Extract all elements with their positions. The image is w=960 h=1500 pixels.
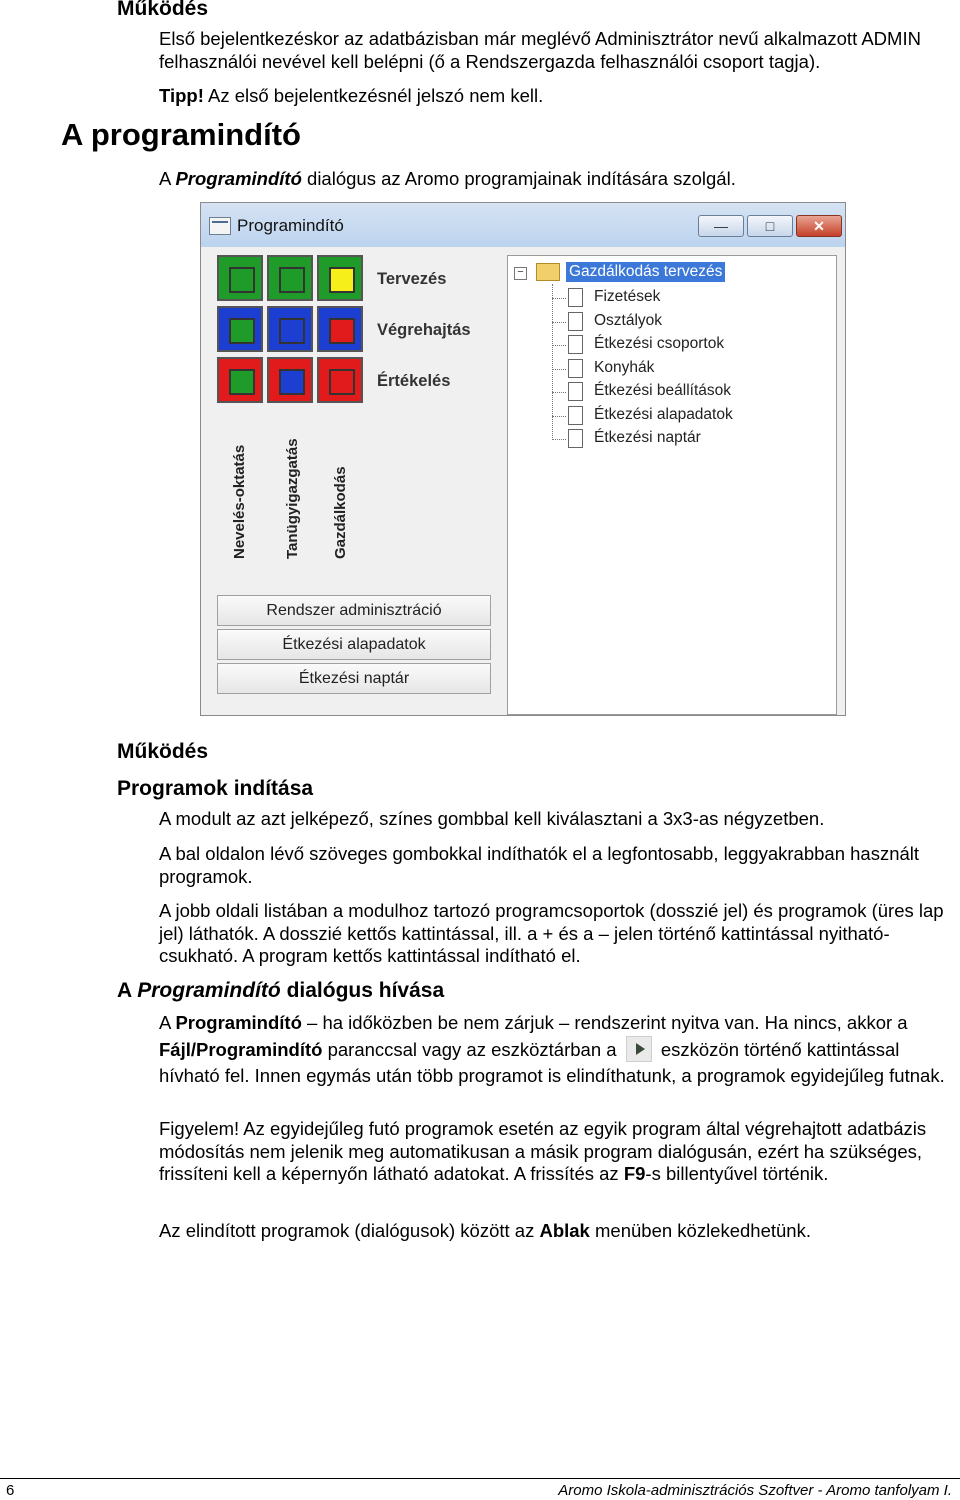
document-icon — [568, 359, 583, 378]
tree-branch-2 — [552, 322, 566, 323]
document-icon — [568, 312, 583, 331]
document-icon — [568, 382, 583, 401]
tip-label: Tipp! — [159, 85, 204, 106]
call-p1-bold-1: Programindító — [175, 1012, 302, 1033]
tree-branch-7 — [552, 439, 566, 440]
document-icon — [568, 288, 583, 307]
tree-root-label[interactable]: Gazdálkodás tervezés — [566, 262, 725, 282]
module-cell-2-1[interactable] — [217, 306, 263, 352]
column-label-tanugyigazgatas[interactable]: Tanügyigazgatás — [284, 438, 301, 559]
page-number: 6 — [6, 1482, 15, 1499]
module-cell-3-2[interactable] — [267, 357, 313, 403]
module-panel — [211, 253, 501, 713]
tree-branch-1 — [552, 298, 566, 299]
paragraph-right-list: A jobb oldali listában a modulhoz tartozó programcsoportok (dosszié jel) és programok (üres lap jel) láthatók. A dosszié kettős kattintással, ill. a + és a – jelen történő kattintással nyitható-csukható. A program kettős kattintással indítható el. — [159, 900, 944, 966]
tree-item-label[interactable]: Étkezési naptár — [594, 429, 701, 446]
column-label-gazdalkodas[interactable]: Gazdálkodás — [332, 466, 349, 559]
paragraph-warning — [159, 1118, 949, 1186]
module-cell-1-1[interactable] — [217, 255, 263, 301]
call-heading-emphasis: Programindító — [137, 979, 281, 1002]
window-titlebar — [201, 203, 845, 247]
minimize-button[interactable]: — — [698, 215, 744, 237]
tree-branch-3 — [552, 345, 566, 346]
tree-branch-6 — [552, 416, 566, 417]
tree-item-label[interactable]: Fizetések — [594, 288, 661, 305]
module-cell-2-3[interactable] — [317, 306, 363, 352]
intro-a: A — [159, 168, 176, 189]
call-p1-c: – ha időközben be nem zárjuk – rendszerint nyitva van. Ha nincs, akkor a — [301, 1012, 908, 1033]
call-p1-a: A — [159, 1012, 176, 1033]
call-p3-c: menüben közlekedhetünk. — [589, 1220, 811, 1241]
button-etkezesi-naptar[interactable]: Étkezési naptár — [217, 663, 491, 694]
module-cell-2-2[interactable] — [267, 306, 313, 352]
subheading-programok-inditasa: Programok indítása — [117, 777, 314, 800]
module-cell-1-3[interactable] — [317, 255, 363, 301]
section-heading-mukodes: Működés — [117, 740, 209, 763]
paragraph-window-menu — [159, 1220, 949, 1243]
module-cell-1-1-marker — [229, 267, 255, 293]
close-button[interactable]: ✕ — [796, 215, 842, 237]
row-label-vegrehajtas[interactable]: Végrehajtás — [377, 321, 471, 339]
call-p3-menu: Ablak — [539, 1220, 590, 1241]
tree-branch-4 — [552, 369, 566, 370]
module-cell-3-3-marker — [329, 369, 355, 395]
module-cell-2-3-marker — [329, 318, 355, 344]
call-p1-e: eszközön történő kattintással hívható fel. Innen egymás után több programot is elindíthatunk, a programok egyidejűleg futnak. — [159, 1039, 945, 1086]
paragraph-call — [159, 1010, 949, 1089]
call-p3-a: Az elindított programok (dialógusok) között az — [159, 1220, 540, 1241]
window-title: Programindító — [237, 216, 344, 235]
window-app-icon — [209, 217, 231, 235]
document-icon — [568, 335, 583, 354]
intro-paragraph — [159, 168, 949, 191]
module-cell-3-2-marker — [279, 369, 305, 395]
tree-item-label[interactable]: Étkezési alapadatok — [594, 406, 733, 423]
folder-icon — [536, 263, 560, 281]
document-icon — [568, 429, 583, 448]
section-heading-mukodes-top: Működés — [117, 0, 209, 20]
paragraph-module-select: A modult az azt jelképező, színes gombbal kell kiválasztani a 3x3-as négyzetben. — [159, 808, 825, 829]
paragraph-left-buttons: A bal oldalon lévő szöveges gombokkal indíthatók el a legfontosabb, leggyakrabban használt programok. — [159, 843, 920, 887]
module-cell-1-2-marker — [279, 267, 305, 293]
tree-branch-5 — [552, 392, 566, 393]
module-cell-2-2-marker — [279, 318, 305, 344]
module-cell-1-3-marker — [329, 267, 355, 293]
button-etkezesi-alapadatok[interactable]: Étkezési alapadatok — [217, 629, 491, 660]
column-label-neveles-oktatas[interactable]: Nevelés-oktatás — [231, 444, 248, 559]
section-title-programindito: A programindító — [61, 117, 301, 152]
row-label-tervezes[interactable]: Tervezés — [377, 270, 447, 288]
module-cell-3-3[interactable] — [317, 357, 363, 403]
tree-item-label[interactable]: Osztályok — [594, 312, 663, 329]
call-p2-c: -s billentyűvel történik. — [645, 1163, 829, 1184]
paragraph-first-login: Első bejelentkezéskor az adatbázisban már meglévő Adminisztrátor nevű alkalmazott ADMIN felhasználói nevével kell belépni (ő a Rendszergazda felhasználói csoport tagja). — [159, 28, 921, 72]
call-p1-d: paranccsal vagy az eszköztárban a — [322, 1039, 617, 1060]
tree-item-label[interactable]: Étkezési beállítások — [594, 382, 731, 399]
document-icon — [568, 406, 583, 425]
tree-item-label[interactable]: Konyhák — [594, 359, 655, 376]
module-cell-3-1-marker — [229, 369, 255, 395]
footer-rule — [0, 1478, 960, 1479]
tree-item-label[interactable]: Étkezési csoportok — [594, 335, 725, 352]
footer-text: Aromo Iskola-adminisztrációs Szoftver - Aromo tanfolyam I. — [558, 1482, 952, 1499]
module-cell-1-2[interactable] — [267, 255, 313, 301]
call-heading-a: A — [117, 979, 138, 1002]
subheading-dialog-call — [117, 979, 444, 1003]
program-tree — [507, 255, 837, 715]
tip-paragraph — [159, 85, 949, 108]
call-p1-bold-2: Fájl/Programindító — [159, 1039, 323, 1060]
module-cell-2-1-marker — [229, 318, 255, 344]
tip-text: Az első bejelentkezésnél jelszó nem kell. — [203, 85, 544, 106]
call-p2-a: Figyelem! Az egyidejűleg futó programok esetén az egyik program által végrehajtott adatbázis módosítás nem jelenik meg automatikusan a másik program dialógusán, ezért ha szükséges, frissíteni kell a képernyőn látható adatokat. A frissítés az — [159, 1118, 927, 1184]
collapse-toggle-icon[interactable]: − — [514, 267, 527, 280]
maximize-button[interactable]: □ — [747, 215, 793, 237]
module-cell-3-1[interactable] — [217, 357, 263, 403]
play-icon — [626, 1036, 652, 1062]
call-p2-key: F9 — [623, 1163, 646, 1184]
call-heading-b: dialógus hívása — [280, 979, 445, 1002]
intro-emphasis: Programindító — [175, 168, 302, 189]
programindito-window — [200, 202, 846, 716]
button-rendszer-adminisztracio[interactable]: Rendszer adminisztráció — [217, 595, 491, 626]
intro-b: dialógus az Aromo programjainak indítására szolgál. — [301, 168, 736, 189]
row-label-ertekeles[interactable]: Értékelés — [377, 372, 451, 390]
